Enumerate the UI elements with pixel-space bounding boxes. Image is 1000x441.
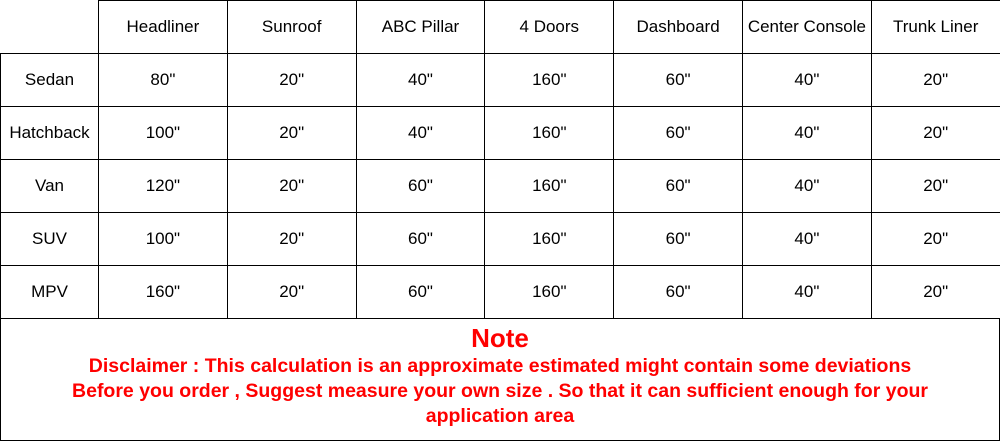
row-header-mpv: MPV bbox=[1, 266, 99, 319]
column-header-trunk-liner: Trunk Liner bbox=[871, 1, 1000, 54]
cell-sedan-dashboard: 60" bbox=[614, 54, 743, 107]
cell-hatchback-center-console: 40" bbox=[742, 107, 871, 160]
column-header-sunroof: Sunroof bbox=[227, 1, 356, 54]
cell-van-headliner: 120" bbox=[99, 160, 228, 213]
column-header-center-console: Center Console bbox=[742, 1, 871, 54]
cell-mpv-center-console: 40" bbox=[742, 266, 871, 319]
note-line-2: Before you order , Suggest measure your own size . So that it can sufficient enough for your bbox=[72, 380, 928, 402]
cell-van-sunroof: 20" bbox=[227, 160, 356, 213]
cell-suv-center-console: 40" bbox=[742, 213, 871, 266]
cell-van-center-console: 40" bbox=[742, 160, 871, 213]
cell-hatchback-4-doors: 160" bbox=[485, 107, 614, 160]
cell-hatchback-sunroof: 20" bbox=[227, 107, 356, 160]
table-corner-cell bbox=[1, 1, 99, 54]
cell-sedan-sunroof: 20" bbox=[227, 54, 356, 107]
table-row bbox=[1, 160, 1000, 213]
table-row bbox=[1, 54, 1000, 107]
note-line-3: application area bbox=[425, 405, 575, 427]
cell-van-trunk-liner: 20" bbox=[871, 160, 1000, 213]
row-header-sedan: Sedan bbox=[1, 54, 99, 107]
cell-suv-trunk-liner: 20" bbox=[871, 213, 1000, 266]
column-header-abc-pillar: ABC Pillar bbox=[356, 1, 485, 54]
note-text bbox=[5, 354, 995, 429]
cell-van-4-doors: 160" bbox=[485, 160, 614, 213]
note-title: Note bbox=[471, 323, 529, 353]
table-row bbox=[1, 107, 1000, 160]
cell-van-dashboard: 60" bbox=[614, 160, 743, 213]
note-line-1: Disclaimer : This calculation is an approximate estimated might contain some deviations bbox=[88, 355, 912, 377]
cell-sedan-headliner: 80" bbox=[99, 54, 228, 107]
cell-mpv-trunk-liner: 20" bbox=[871, 266, 1000, 319]
cell-mpv-dashboard: 60" bbox=[614, 266, 743, 319]
column-header-dashboard: Dashboard bbox=[614, 1, 743, 54]
cell-hatchback-abc-pillar: 40" bbox=[356, 107, 485, 160]
cell-sedan-trunk-liner: 20" bbox=[871, 54, 1000, 107]
note-block bbox=[0, 319, 1000, 441]
cell-suv-sunroof: 20" bbox=[227, 213, 356, 266]
cell-mpv-abc-pillar: 60" bbox=[356, 266, 485, 319]
cell-hatchback-trunk-liner: 20" bbox=[871, 107, 1000, 160]
cell-sedan-4-doors: 160" bbox=[485, 54, 614, 107]
cell-hatchback-headliner: 100" bbox=[99, 107, 228, 160]
table-header-row bbox=[1, 1, 1000, 54]
cell-suv-abc-pillar: 60" bbox=[356, 213, 485, 266]
table-row bbox=[1, 266, 1000, 319]
cell-sedan-center-console: 40" bbox=[742, 54, 871, 107]
cell-hatchback-dashboard: 60" bbox=[614, 107, 743, 160]
cell-mpv-sunroof: 20" bbox=[227, 266, 356, 319]
cell-mpv-headliner: 160" bbox=[99, 266, 228, 319]
cell-suv-4-doors: 160" bbox=[485, 213, 614, 266]
cell-sedan-abc-pillar: 40" bbox=[356, 54, 485, 107]
cell-suv-headliner: 100" bbox=[99, 213, 228, 266]
table-row bbox=[1, 213, 1000, 266]
row-header-van: Van bbox=[1, 160, 99, 213]
cell-suv-dashboard: 60" bbox=[614, 213, 743, 266]
column-header-4-doors: 4 Doors bbox=[485, 1, 614, 54]
row-header-suv: SUV bbox=[1, 213, 99, 266]
cell-mpv-4-doors: 160" bbox=[485, 266, 614, 319]
cell-van-abc-pillar: 60" bbox=[356, 160, 485, 213]
row-header-hatchback: Hatchback bbox=[1, 107, 99, 160]
column-header-headliner: Headliner bbox=[99, 1, 228, 54]
